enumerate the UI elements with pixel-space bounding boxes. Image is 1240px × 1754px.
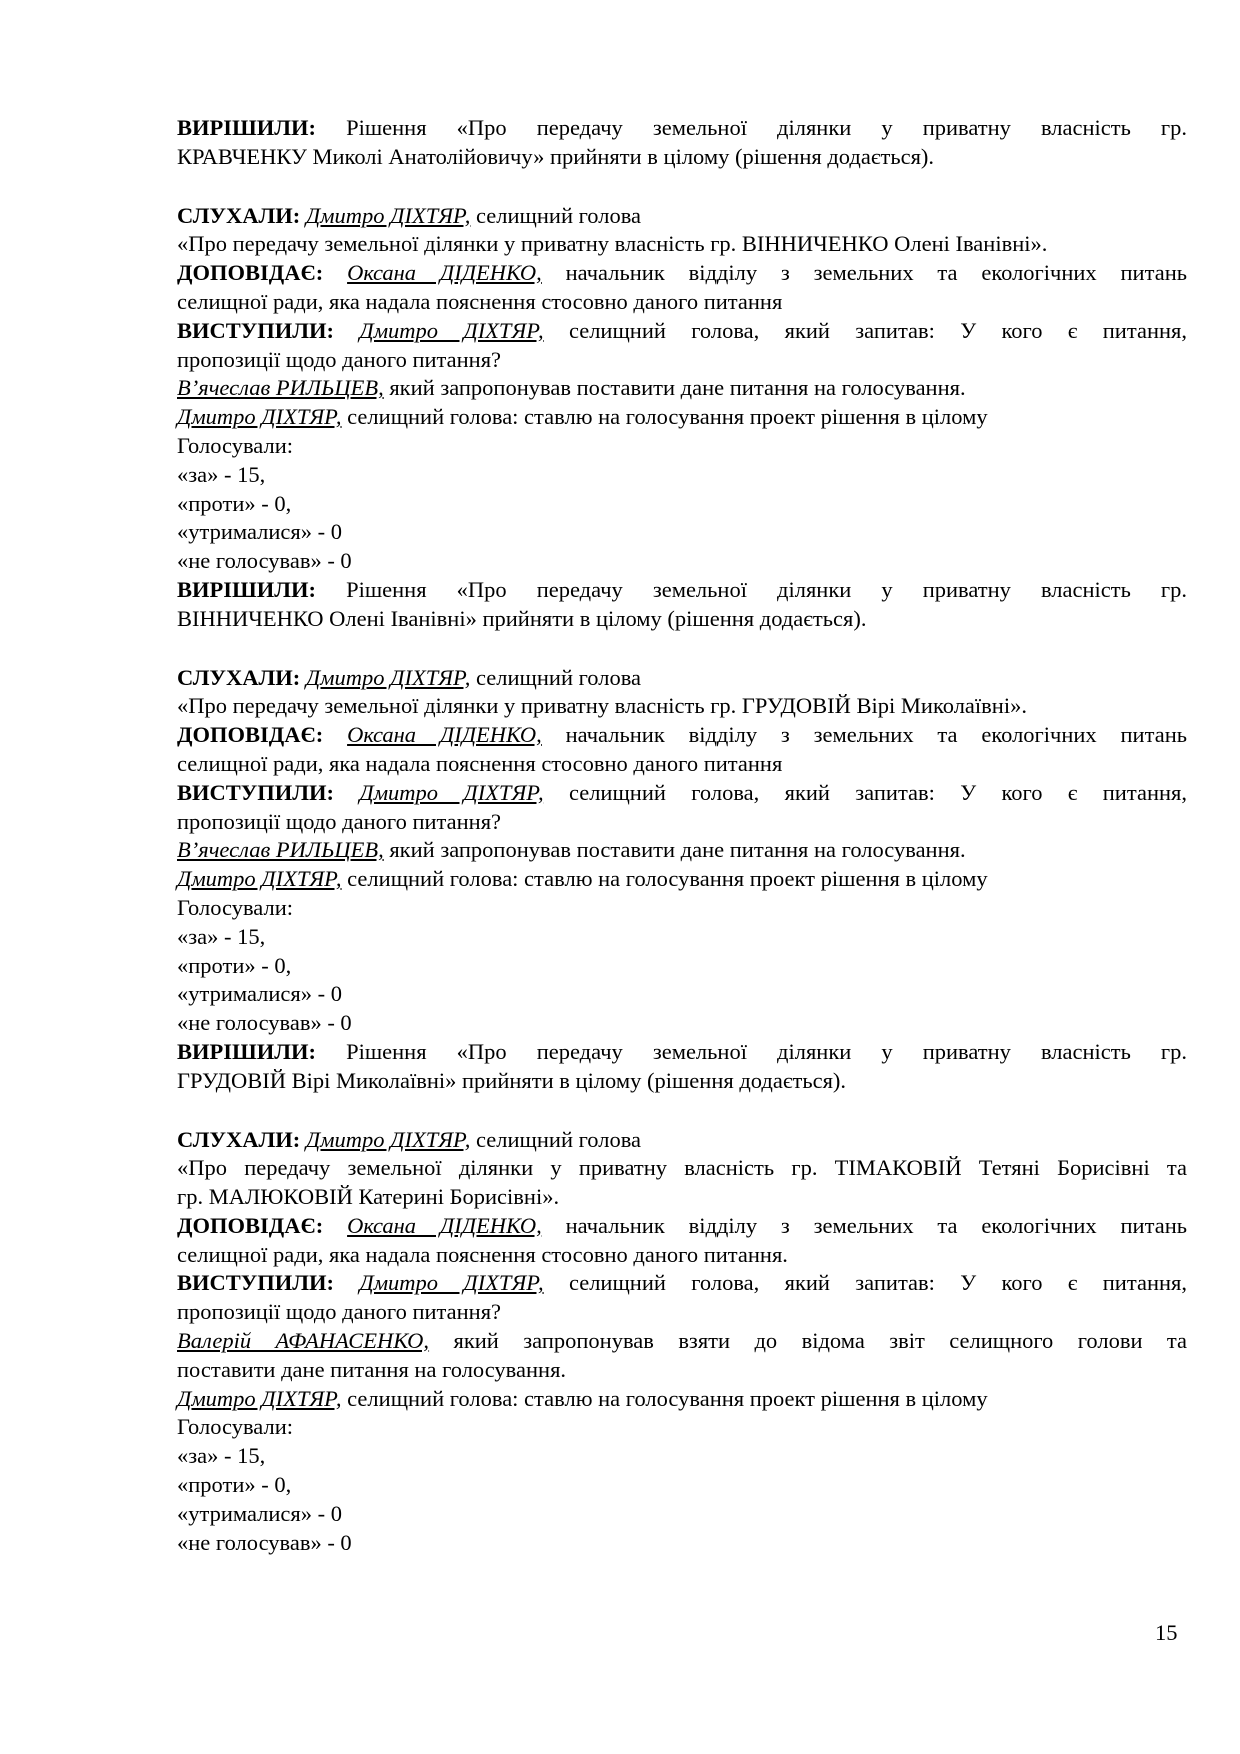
- reports-label: ДОПОВІДАЄ:: [177, 260, 324, 286]
- vote-none: «не голосував» - 0: [177, 1529, 352, 1555]
- chair-line: [177, 1385, 1187, 1414]
- report-text: начальник відділу з земельних та екологічних питань: [541, 1212, 1187, 1238]
- vote-for: «за» - 15,: [177, 923, 266, 949]
- decided-label: ВИРІШИЛИ:: [177, 115, 316, 140]
- section-gap: [177, 172, 1187, 202]
- topic-line: «Про передачу земельної ділянки у приватну власність гр. ТІМАКОВІЙ Тетяні Борисівні та: [177, 1155, 1187, 1181]
- vote-title: Голосували:: [177, 894, 293, 920]
- spoke-line: [177, 317, 1187, 346]
- spoke-label: ВИСТУПИЛИ:: [177, 779, 335, 805]
- vote-title: Голосували:: [177, 1414, 293, 1440]
- topic-line: гр. МАЛЮКОВІЙ Катерині Борисівні».: [177, 1184, 560, 1210]
- topic-line: «Про передачу земельної ділянки у приватну власність гр. ГРУДОВІЙ Вірі Миколаївні».: [177, 693, 1027, 719]
- vote-abstain: «утрималися» - 0: [177, 981, 343, 1007]
- vote-against: «проти» - 0,: [177, 490, 292, 516]
- speaker-role: селищний голова: [470, 664, 642, 690]
- report-line: селищної ради, яка надала пояснення стосовно даного питання.: [177, 1241, 788, 1267]
- chair-text: селищний голова: ставлю на голосування проект рішення в цілому: [341, 1385, 988, 1411]
- proposer-text: який запропонував взяти до відома звіт селищного голови та: [429, 1328, 1187, 1354]
- spoke-line: пропозиції щодо даного питання?: [177, 346, 502, 372]
- decision-text: Рішення «Про передачу земельної ділянки у приватну власність гр.: [346, 1038, 1188, 1064]
- spoke-text: селищний голова, який запитав: У кого є питання,: [543, 1270, 1187, 1296]
- vote-against: «проти» - 0,: [177, 952, 292, 978]
- page-number: 15: [1155, 1620, 1178, 1645]
- heard-label: СЛУХАЛИ:: [177, 202, 301, 228]
- spoke-line: [177, 779, 1187, 808]
- chair-text: селищний голова: ставлю на голосування проект рішення в цілому: [341, 866, 988, 892]
- vote-abstain: «утрималися» - 0: [177, 1500, 343, 1526]
- vote-abstain: «утрималися» - 0: [177, 519, 343, 545]
- proposer-line: [177, 1327, 1187, 1356]
- heard-line: [177, 202, 1187, 231]
- report-line: селищної ради, яка надала пояснення стосовно даного питання: [177, 288, 783, 314]
- decision-text: Рішення «Про передачу земельної ділянки у приватну власність гр.: [346, 576, 1188, 602]
- decided-label: ВИРІШИЛИ:: [177, 576, 316, 602]
- decision-line: КРАВЧЕНКУ Миколі Анатолійовичу» прийняти в цілому (рішення додається).: [177, 143, 935, 169]
- speaker-name: Дмитро ДІХТЯР,: [359, 1270, 544, 1296]
- reports-label: ДОПОВІДАЄ:: [177, 1212, 324, 1238]
- heard-label: СЛУХАЛИ:: [177, 664, 301, 690]
- reports-label: ДОПОВІДАЄ:: [177, 722, 324, 748]
- chair-line: [177, 865, 1187, 894]
- vote-for: «за» - 15,: [177, 461, 266, 487]
- reporter-name: Оксана ДІДЕНКО,: [347, 722, 542, 748]
- spoke-line: пропозиції щодо даного питання?: [177, 1299, 502, 1325]
- report-text: начальник відділу з земельних та екологічних питань: [541, 722, 1187, 748]
- heard-label: СЛУХАЛИ:: [177, 1126, 301, 1152]
- decision-line: ВІННИЧЕНКО Олені Іванівні» прийняти в цілому (рішення додається).: [177, 605, 867, 631]
- proposer-text: який запропонував поставити дане питання на голосування.: [383, 837, 966, 863]
- reporter-name: Оксана ДІДЕНКО,: [347, 260, 542, 286]
- chair-name: Дмитро ДІХТЯР,: [177, 1385, 342, 1411]
- section-gap: [177, 634, 1187, 664]
- decision-line: [177, 114, 1187, 143]
- decision-line: ГРУДОВІЙ Вірі Миколаївні» прийняти в цілому (рішення додається).: [177, 1067, 847, 1093]
- speaker-name: Дмитро ДІХТЯР,: [305, 202, 471, 228]
- proposer-name: В’ячеслав РИЛЬЦЕВ,: [177, 375, 384, 401]
- vote-for: «за» - 15,: [177, 1443, 266, 1469]
- chair-name: Дмитро ДІХТЯР,: [177, 404, 342, 430]
- heard-line: [177, 1126, 1187, 1155]
- decision-line: [177, 576, 1187, 605]
- spoke-label: ВИСТУПИЛИ:: [177, 1270, 335, 1296]
- speaker-name: Дмитро ДІХТЯР,: [359, 779, 544, 805]
- section-gap: [177, 1096, 1187, 1126]
- document-page: [177, 114, 1187, 1557]
- spoke-label: ВИСТУПИЛИ:: [177, 317, 335, 343]
- speaker-role: селищний голова: [470, 202, 642, 228]
- report-line: [177, 721, 1187, 750]
- report-text: начальник відділу з земельних та екологічних питань: [541, 260, 1187, 286]
- topic-line: «Про передачу земельної ділянки у приватну власність гр. ВІННИЧЕНКО Олені Іванівні».: [177, 231, 1048, 257]
- chair-name: Дмитро ДІХТЯР,: [177, 866, 342, 892]
- speaker-name: Дмитро ДІХТЯР,: [359, 317, 544, 343]
- proposer-line: поставити дане питання на голосування.: [177, 1356, 567, 1382]
- proposer-name: Валерій АФАНАСЕНКО,: [177, 1328, 430, 1354]
- spoke-text: селищний голова, який запитав: У кого є питання,: [543, 317, 1187, 343]
- report-line: [177, 1212, 1187, 1241]
- spoke-line: [177, 1269, 1187, 1298]
- proposer-name: В’ячеслав РИЛЬЦЕВ,: [177, 837, 384, 863]
- decision-text: Рішення «Про передачу земельної ділянки у приватну власність гр.: [346, 115, 1188, 140]
- proposer-line: [177, 836, 1187, 865]
- decision-line: [177, 1038, 1187, 1067]
- heard-line: [177, 664, 1187, 693]
- chair-line: [177, 403, 1187, 432]
- spoke-line: пропозиції щодо даного питання?: [177, 808, 502, 834]
- report-line: селищної ради, яка надала пояснення стосовно даного питання: [177, 750, 783, 776]
- speaker-role: селищний голова: [470, 1126, 642, 1152]
- speaker-name: Дмитро ДІХТЯР,: [305, 1126, 471, 1152]
- speaker-name: Дмитро ДІХТЯР,: [305, 664, 471, 690]
- reporter-name: Оксана ДІДЕНКО,: [347, 1212, 542, 1238]
- vote-title: Голосували:: [177, 432, 293, 458]
- vote-against: «проти» - 0,: [177, 1472, 292, 1498]
- vote-none: «не голосував» - 0: [177, 548, 352, 574]
- spoke-text: селищний голова, який запитав: У кого є питання,: [543, 779, 1187, 805]
- decided-label: ВИРІШИЛИ:: [177, 1038, 316, 1064]
- vote-none: «не голосував» - 0: [177, 1010, 352, 1036]
- chair-text: селищний голова: ставлю на голосування проект рішення в цілому: [341, 404, 988, 430]
- report-line: [177, 259, 1187, 288]
- proposer-line: [177, 374, 1187, 403]
- proposer-text: який запропонував поставити дане питання на голосування.: [383, 375, 966, 401]
